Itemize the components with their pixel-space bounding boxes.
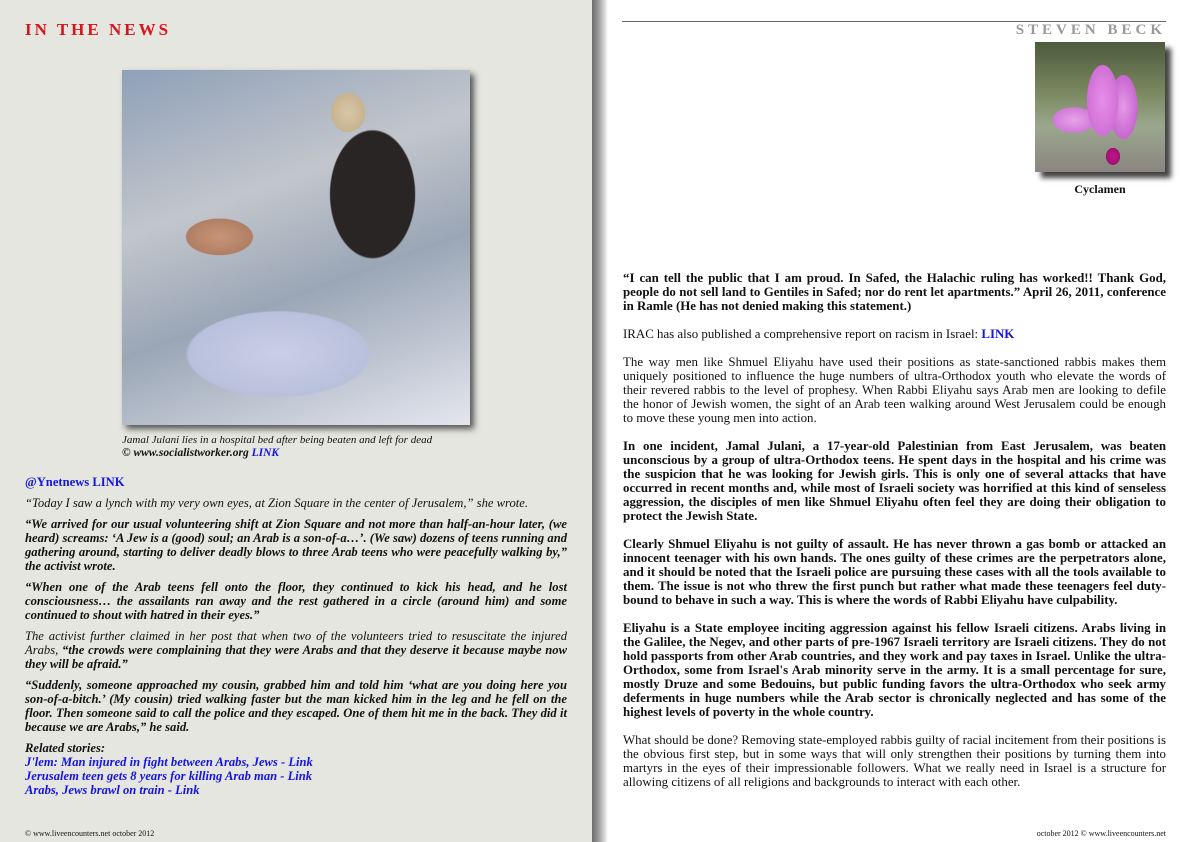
left-article-body: [25, 475, 567, 797]
author-name: STEVEN BECK: [1015, 22, 1166, 38]
left-footer: © www.liveencounters.net october 2012: [25, 829, 155, 838]
paragraph-quote: “the crowds were complaining that they were Arabs and that they deserve it because maybe now they will be afraid.”: [25, 643, 568, 671]
cyclamen-photo: [1035, 42, 1165, 172]
flower-caption: Cyclamen: [1074, 182, 1126, 196]
article-paragraph: “I can tell the public that I am proud. In Safed, the Halachic ruling has worked!! Thank God, people do not sell land to Gentiles in Safed; nor do rent let apartments.” April 26, 2011, conference in Ramle (He has not denied making this statement.): [623, 271, 1166, 313]
page-gutter: [592, 0, 608, 842]
article-paragraph: [623, 327, 1166, 341]
related-stories-title: Related stories:: [25, 741, 106, 755]
article-paragraph: What should be done? Removing state-employed rabbis guilty of racial incitement from their positions is the obvious first step, but in some ways that will only strengthen their positions by turning them into martyrs in the eyes of their impressionable followers. What we really need in Israel is a structure for allowing citizens of all religions and backgrounds to interact with each other.: [623, 733, 1166, 789]
right-footer: october 2012 © www.liveencounters.net: [1036, 829, 1166, 838]
quote-paragraph: “Suddenly, someone approached my cousin, grabbed him and told him ‘what are you doing here you son-of-a-bitch.’ (My cousin) tried walking faster but the man kicked him in the leg and he fell on the floor. Then someone said to call the police and they escaped. One of them hit me in the back. They did it because we are Arabs,” he said.: [25, 678, 567, 734]
ynetnews-link[interactable]: @Ynetnews LINK: [25, 475, 125, 489]
paragraph-lead: The activist further claimed in her post that when two of the volunteers tried to resuscitate the injured Arabs,: [25, 629, 567, 657]
related-link[interactable]: Jerusalem teen gets 8 years for killing Arab man - Link: [25, 769, 313, 783]
quote-paragraph: “When one of the Arab teens fell onto the floor, they continued to kick his head, and he lost consciousness… the assailants ran away and the rest gathered in a circle (around him) and some continued to shout with hatred in their eyes.”: [25, 580, 567, 622]
quote-paragraph: [25, 629, 567, 671]
related-link[interactable]: J'lem: Man injured in fight between Arabs, Jews - Link: [25, 755, 313, 769]
quote-paragraph: “Today I saw a lynch with my very own eyes, at Zion Square in the center of Jerusalem,” she wrote.: [25, 496, 528, 510]
irac-link[interactable]: LINK: [981, 327, 1015, 341]
article-paragraph: Clearly Shmuel Eliyahu is not guilty of assault. He has never thrown a gas bomb or attacked an innocent teenager with his own hands. The ones guilty of these crimes are the perpetrators alone, and it should be noted that the Israeli police are pursuing these cases with all the tools available to them. The issue is not who threw the first punch but rather what made these teenagers feel duty-bound to behave in such a way. This is where the words of Rabbi Eliyahu have culpability.: [623, 537, 1166, 607]
related-link[interactable]: Arabs, Jews brawl on train - Link: [25, 783, 200, 797]
article-paragraph: In one incident, Jamal Julani, a 17-year-old Palestinian from East Jerusalem, was beaten unconscious by a group of ultra-Orthodox teens. He spent days in the hospital and his crime was the suspicion that he was looking for Jewish girls. This is only one of several attacks that have occurred in recent months and, while most of Israeli society was horrified at this kind of senseless aggression, the disciples of men like Shmuel Eliyahu often feel they are doing their obligation to protect the Jewish State.: [623, 439, 1166, 523]
right-article-body: [623, 271, 1166, 803]
left-page: [0, 0, 592, 842]
quote-paragraph: “We arrived for our usual volunteering shift at Zion Square and not more than half-an-hour later, (we heard) screams: ‘A Jew is a (good) soul; an Arab is a son-of-a…’. (We saw) dozens of teens running and gathering around, starting to deliver deadly blows to three Arab teens who were peacefully walking by,” the activist wrote.: [25, 517, 567, 573]
related-stories: [25, 741, 567, 797]
article-paragraph: Eliyahu is a State employee inciting aggression against his fellow Israeli citizens. Arabs living in the Galilee, the Negev, and other parts of pre-1967 Israeli territory are Israeli citizens. They do not hold passports from other Arab countries, and they work and pay taxes in Israel. Unlike the ultra-Orthodox, some from Israel's Arab minority serve in the army. It is a small percentage for sure, mostly Druze and some Bedouins, but public funding favors the ultra-Orthodox who seek army deferments in huge numbers while the Arab sector is chronically neglected and has some of the highest levels of poverty in the whole country.: [623, 621, 1166, 719]
irac-text: IRAC has also published a comprehensive report on racism in Israel:: [623, 327, 982, 341]
section-title: IN THE NEWS: [25, 20, 172, 39]
article-paragraph: The way men like Shmuel Eliyahu have used their positions as state-sanctioned rabbis makes them uniquely positioned to influence the huge numbers of ultra-Orthodox youth who elevate the words of their revered rabbis to the level of prophesy. When Rabbi Eliyahu says Arab men are looking to defile the honor of Jewish women, the sight of an Arab teen walking around West Jerusalem could be enough to move these young men into action.: [623, 355, 1166, 425]
hospital-photo: [122, 70, 470, 425]
photo-credit: [122, 447, 279, 459]
photo-credit-link[interactable]: LINK: [251, 447, 280, 459]
photo-caption: Jamal Julani lies in a hospital bed after being beaten and left for dead: [122, 434, 433, 446]
photo-credit-text: © www.socialistworker.org: [122, 447, 249, 459]
